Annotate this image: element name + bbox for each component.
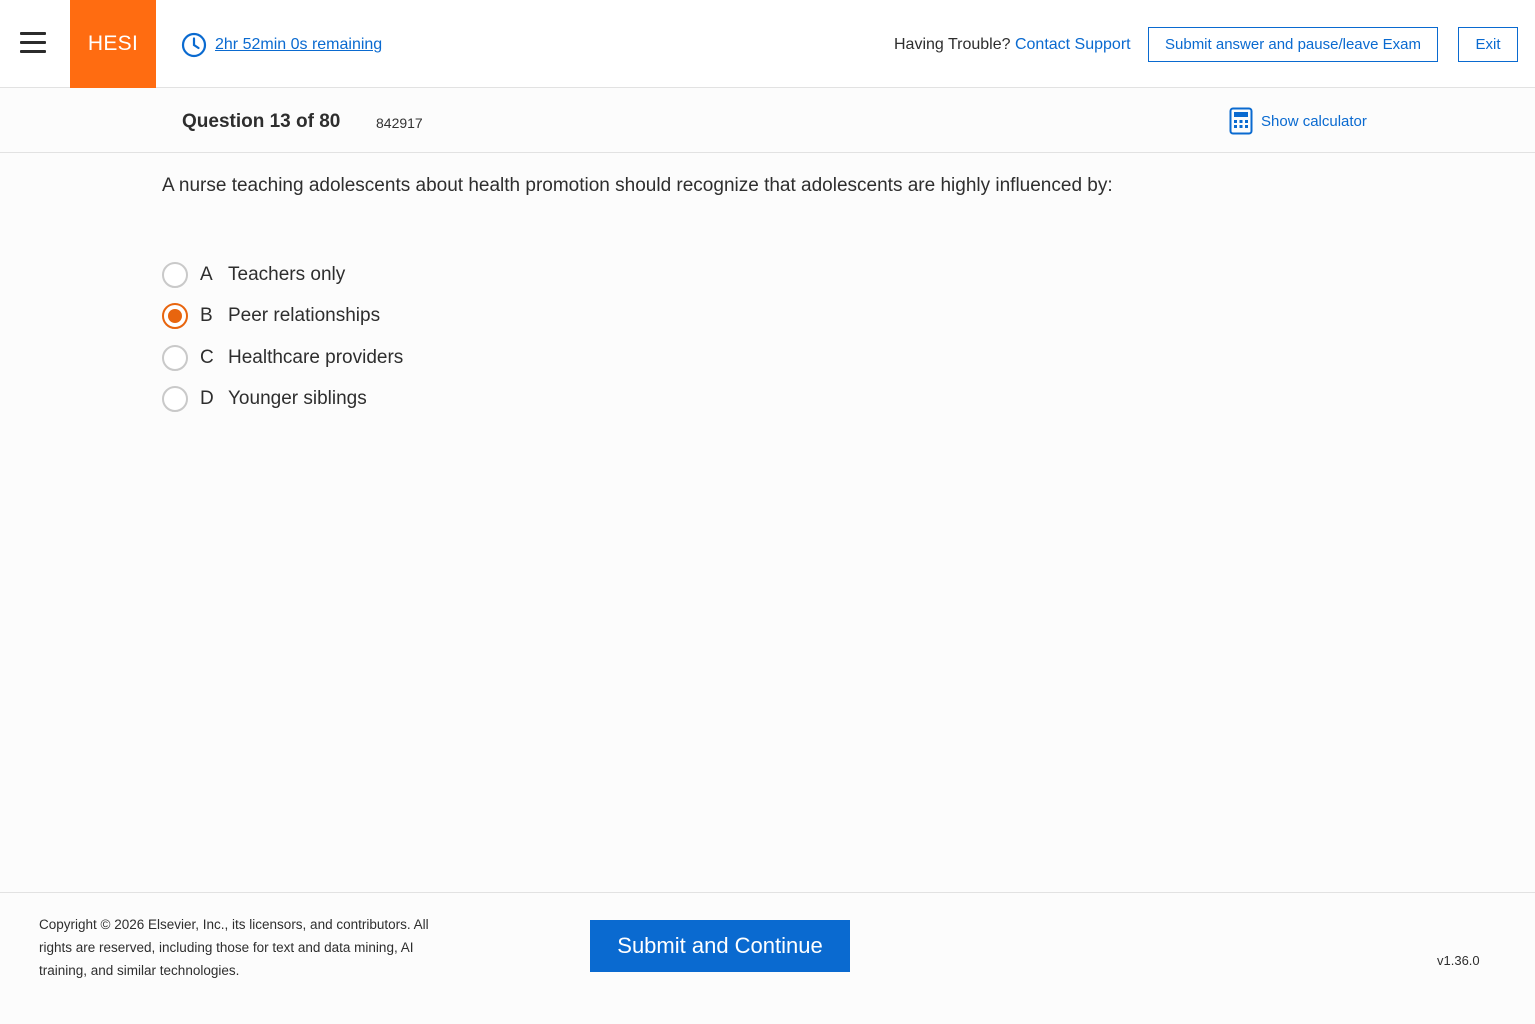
option-a[interactable] xyxy=(162,254,762,296)
option-text: Peer relationships xyxy=(228,305,381,327)
show-calculator-label: Show calculator xyxy=(1261,112,1367,130)
question-id: 842917 xyxy=(376,115,423,131)
exit-button[interactable]: Exit xyxy=(1458,27,1518,62)
option-letter: C xyxy=(200,346,214,368)
radio-a[interactable] xyxy=(162,262,188,288)
hamburger-menu-icon[interactable] xyxy=(20,32,48,56)
submit-and-continue-button[interactable]: Submit and Continue xyxy=(590,920,850,972)
timer-remaining[interactable] xyxy=(181,32,382,58)
radio-d[interactable] xyxy=(162,386,188,412)
version-label: v1.36.0 xyxy=(1437,953,1480,968)
option-letter: A xyxy=(200,263,213,285)
option-c[interactable] xyxy=(162,337,762,379)
timer-text: 2hr 52min 0s remaining xyxy=(215,36,383,53)
clock-icon xyxy=(181,32,207,58)
question-counter: Question 13 of 80 xyxy=(182,111,341,132)
answer-options xyxy=(162,254,762,420)
option-letter: D xyxy=(200,388,214,410)
option-text: Healthcare providers xyxy=(228,346,404,368)
trouble-label: Having Trouble? xyxy=(894,36,1011,53)
top-header xyxy=(0,0,1535,88)
footer xyxy=(0,892,1535,1024)
having-trouble xyxy=(894,36,1131,54)
show-calculator-button[interactable] xyxy=(1229,107,1367,135)
option-text: Younger siblings xyxy=(228,388,367,410)
question-text: A nurse teaching adolescents about health promotion should recognize that adolescents are highly influenced by: xyxy=(162,175,1113,196)
option-letter: B xyxy=(200,305,213,327)
radio-c[interactable] xyxy=(162,345,188,371)
question-bar xyxy=(0,89,1535,153)
option-b[interactable] xyxy=(162,296,762,338)
submit-pause-leave-button[interactable]: Submit answer and pause/leave Exam xyxy=(1148,27,1438,62)
option-text: Teachers only xyxy=(228,263,346,285)
option-d[interactable] xyxy=(162,379,762,421)
contact-support-link[interactable]: Contact Support xyxy=(1014,36,1131,53)
copyright-text: Copyright © 2026 Elsevier, Inc., its licensors, and contributors. All rights are reserved, including those for text and data mining, AI training, and similar technologies. xyxy=(39,917,429,978)
calculator-icon xyxy=(1229,107,1253,135)
radio-b[interactable] xyxy=(162,303,188,329)
hesi-logo: HESI xyxy=(70,0,156,88)
